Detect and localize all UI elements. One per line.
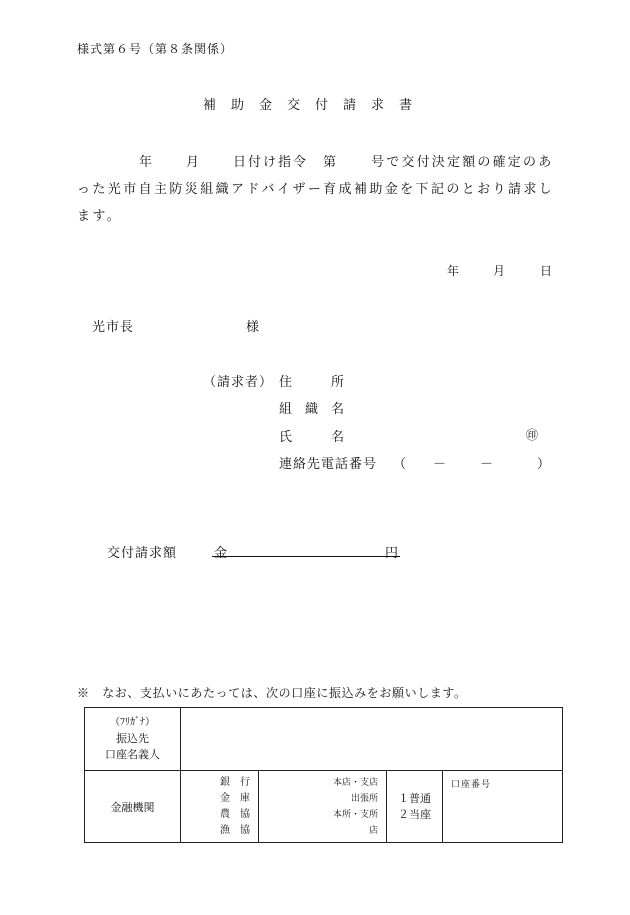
intro-line2: った光市自主防災組織アドバイザー育成補助金を下記のとおり請求し [77, 182, 555, 197]
phone-dash-2: － [480, 457, 494, 472]
org-name-label: 組 織 名 [279, 402, 345, 417]
bank-account-table [84, 707, 563, 843]
branch-type-cell[interactable] [259, 771, 387, 843]
account-type-ordinary: １普通 [398, 791, 431, 805]
type-nokyo: 農 協 [220, 808, 250, 820]
account-number-cell[interactable] [443, 771, 563, 843]
phone-dash-1: － [433, 457, 447, 472]
type-shinkin: 金 庫 [220, 792, 250, 804]
account-number-label: 口座番号 [451, 780, 492, 790]
account-holder-field[interactable] [181, 708, 563, 771]
intro-line1-rest: 号で交付決定額の確定のあ [371, 155, 554, 170]
amount-underline [212, 556, 400, 557]
branch-ten: 店 [368, 825, 378, 836]
institution-type-cell[interactable] [181, 771, 259, 843]
branch-honsho-shisho: 本所・支所 [332, 809, 378, 820]
transfer-note: ※ なお、支払いにあたっては、次の口座に振込みをお願いします。 [77, 686, 467, 700]
amount-prefix: 金 [214, 546, 228, 561]
account-type-cell[interactable] [387, 771, 443, 843]
payee-label: 振込先 [116, 732, 149, 745]
intro-line3: ます。 [77, 209, 123, 224]
address-label: 住 所 [279, 375, 345, 390]
requester-label: （請求者） [203, 375, 274, 390]
branch-shutchojo: 出張所 [350, 793, 378, 804]
intro-number-prefix: 第 [323, 155, 337, 170]
account-holder-label: 口座名義人 [105, 748, 160, 761]
type-bank: 銀 行 [220, 776, 250, 788]
institution-label: 金融機関 [85, 771, 181, 843]
phone-open-paren: （ [393, 457, 407, 472]
account-type-current: ２当座 [398, 807, 431, 821]
intro-day-order: 日付け指令 [233, 155, 309, 170]
date-month: 月 [493, 264, 506, 278]
phone-label: 連絡先電話番号 [279, 457, 378, 472]
addressee-honorific: 様 [246, 320, 260, 335]
amount-label: 交付請求額 [107, 546, 178, 561]
addressee-name: 光市長 [92, 320, 135, 335]
intro-month: 月 [186, 155, 200, 170]
phone-close-paren: ） [537, 457, 551, 472]
type-gyokyo: 漁 協 [220, 824, 250, 836]
date-day: 日 [540, 264, 553, 278]
person-name-label: 氏 名 [279, 430, 345, 445]
intro-year: 年 [139, 155, 153, 170]
branch-honten-shiten: 本店・支店 [332, 777, 378, 788]
payee-label-cell [85, 708, 181, 771]
furigana-label: （ﾌﾘｶﾞﾅ） [110, 717, 155, 728]
date-year: 年 [447, 264, 460, 278]
form-reference: 様式第６号（第８条関係） [77, 42, 234, 56]
amount-suffix: 円 [385, 546, 399, 561]
seal-mark: ㊞ [526, 428, 539, 442]
page-title: 補助金交付請求書 [202, 98, 427, 113]
